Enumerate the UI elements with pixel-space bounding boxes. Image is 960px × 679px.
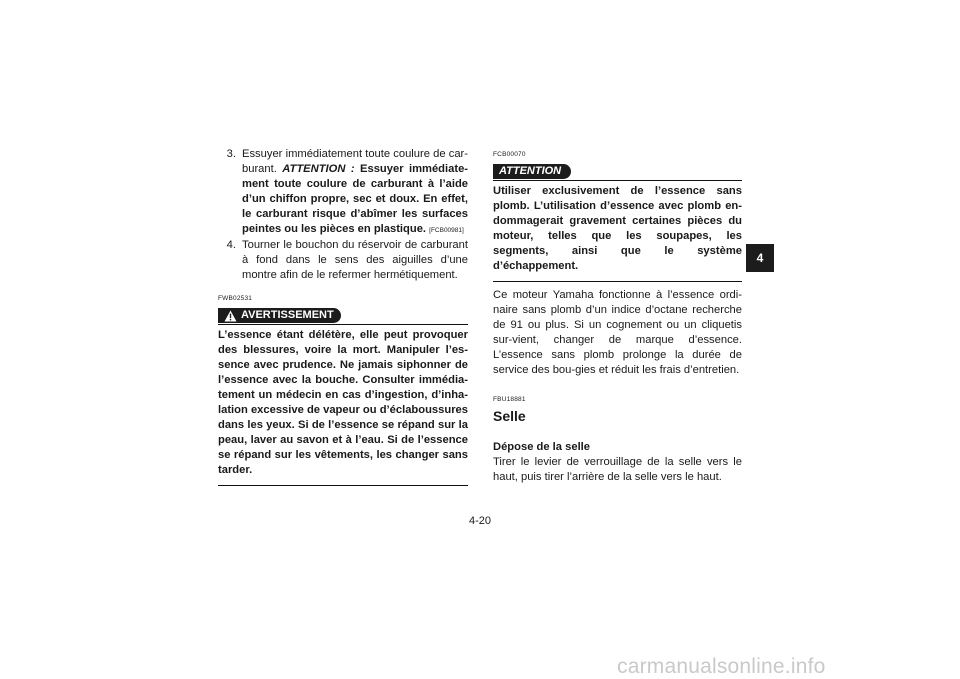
chapter-tab: 4	[746, 244, 774, 272]
list-item-4	[218, 238, 468, 283]
subsection-text: Tirer le levier de verrouillage de la selle vers le haut, puis tirer l’arrière de la selle vers le haut.	[493, 456, 742, 483]
list-number: 4.	[226, 239, 236, 251]
attention-header	[493, 163, 742, 181]
reference-code: [FCB00981]	[429, 227, 464, 234]
warning-label: AVERTISSEMENT	[241, 309, 334, 321]
right-column	[493, 147, 742, 485]
list-number: 3.	[226, 148, 236, 160]
list-body	[242, 147, 468, 238]
warning-code: FWB02531	[218, 295, 253, 302]
watermark: carmanualsonline.info	[617, 655, 826, 678]
subsection-title: Dépose de la selle	[493, 441, 591, 453]
attention-badge: ATTENTION	[493, 164, 571, 179]
attention-code: FCB00070	[493, 151, 526, 158]
item-text: Essuyer immédiatement toute coulure de car-burant.	[242, 148, 468, 175]
section-title: Selle	[493, 408, 526, 424]
attention-text: Utiliser exclusivement de l’essence sans plomb. L’utilisation d’essence avec plomb en-dommagerait gravement certaines pièces du moteur, telles que les soupapes, les segments, ainsi que le système d’échappement.	[493, 184, 742, 282]
left-column	[218, 147, 468, 486]
warning-badge	[218, 308, 341, 323]
fuel-paragraph: Ce moteur Yamaha fonctionne à l’essence ordi-naire sans plomb d’un indice d’octane recherche de 91 ou plus. Si un cognement ou un cliquetis sur-vient, changer de marque d’essence. L’essence sans plomb prolonge la durée de service des bou-gies et réduit les frais d’entretien.	[493, 289, 742, 376]
attention-inline-text: Essuyer immédiate-ment toute coulure de carburant à l’aide d’un chiffon propre, sec et doux. En effet, le carburant risque d’abîmer les surfaces peintes ou les pièces en plastique.	[242, 163, 469, 235]
warning-triangle-icon	[224, 310, 237, 322]
attention-inline-label: ATTENTION :	[282, 163, 355, 175]
warning-header	[218, 307, 468, 325]
page-number: 4-20	[469, 515, 492, 527]
list-item-3	[218, 147, 468, 238]
section-code: FBU18881	[493, 396, 526, 403]
warning-text: L’essence étant délétère, elle peut provoquer des blessures, voire la mort. Manipuler l’es-sence avec prudence. Ne jamais siphonner de l’essence avec la bouche. Consulter immédia-tement un médecin en cas d’ingestion, d’inha-lation excessive de vapeur ou d’éclaboussures dans les yeux. Si de l’essence se répand sur la peau, laver au savon et à l’eau. Si de l’essence se répand sur les vêtements, les changer sans tarder.	[218, 328, 468, 486]
item-text: Tourner le bouchon du réservoir de carburant à fond dans le sens des aiguilles d’une montre afin de le refermer hermétiquement.	[242, 239, 468, 281]
